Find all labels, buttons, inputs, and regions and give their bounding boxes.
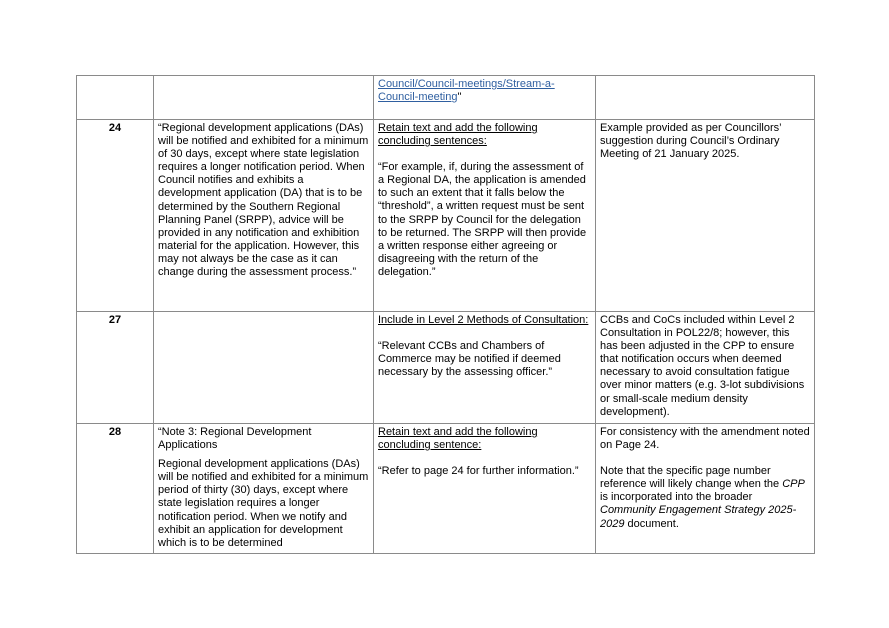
- cpp-term: CPP: [782, 478, 805, 491]
- table-row: [77, 424, 815, 554]
- current-text-cell: [154, 76, 374, 120]
- table-row: [77, 76, 815, 120]
- row-number: 28: [77, 424, 154, 554]
- proposed-change-cell: [374, 424, 596, 554]
- change-heading: Retain text and add the following concluding sentences:: [378, 122, 538, 148]
- change-text: “Relevant CCBs and Chambers of Commerce may be notified if deemed necessary by the assessing officer.”: [378, 340, 561, 379]
- row-number: 27: [77, 312, 154, 424]
- amendments-table: [76, 75, 815, 554]
- current-text: “Regional development applications (DAs) will be notified and exhibited for a minimum of 30 days, except where state legislation requires a longer notification period. When Council notifies and exhibits a development application (DA) that is to be determined by the Southern Regional Planning Panel (SRPP), advice will be provided in any notification and exhibition material for the application. However, this may not always be the case as it can change during the assessment process.”: [158, 122, 369, 279]
- reason-note-part: Note that the specific page number reference will likely change when the: [600, 465, 783, 491]
- current-heading: “Note 3: Regional Development Applications: [158, 426, 312, 452]
- proposed-change-cell: [374, 76, 596, 120]
- reason-cell: [596, 424, 815, 554]
- current-text-cell: [154, 312, 374, 424]
- strategy-document-title: Community Engagement Strategy 2025-2029: [600, 504, 797, 530]
- change-heading: Include in Level 2 Methods of Consultation:: [378, 314, 589, 326]
- reason-text: For consistency with the amendment noted on Page 24.: [600, 426, 810, 452]
- reason-note-part: is incorporated into the broader: [600, 491, 753, 504]
- proposed-change-cell: [374, 120, 596, 312]
- proposed-change-cell: [374, 312, 596, 424]
- stream-meeting-link[interactable]: Council/Council-meetings/Stream-a-Council-meeting: [378, 78, 555, 104]
- change-text: “Refer to page 24 for further information.”: [378, 465, 579, 478]
- table-row: [77, 120, 815, 312]
- reason-note-part: document.: [624, 517, 679, 530]
- row-number: 24: [77, 120, 154, 312]
- row-number-cell: [77, 76, 154, 120]
- reason-cell: [596, 312, 815, 424]
- reason-note: [600, 465, 810, 530]
- current-text-cell: [154, 120, 374, 312]
- table-row: [77, 312, 815, 424]
- link-closing-quote: ": [457, 91, 462, 104]
- reason-cell: [596, 76, 815, 120]
- change-text: “For example, if, during the assessment of a Regional DA, the application is amended to such an extent that it falls below the “threshold”, a written request must be sent to the SRPP by Council for the delegation to be returned. The SRPP will then provide a written response either agreeing or disagreeing with the return of the delegation.”: [378, 161, 587, 278]
- current-text-cell: [154, 424, 374, 554]
- reason-text: Example provided as per Councillors’ suggestion during Council’s Ordinary Meeting of 21 January 2025.: [600, 122, 782, 161]
- reason-text: CCBs and CoCs included within Level 2 Consultation in POL22/8; however, this has been adjusted in the CPP to ensure that notification occurs when deemed necessary to avoid consultation fatigue over minor matters (e.g. 3-lot subdivisions or small-scale medium density development).: [600, 314, 805, 418]
- change-heading: Retain text and add the following concluding sentence:: [378, 426, 538, 452]
- current-text: Regional development applications (DAs) will be notified and exhibited for a minimum period of thirty (30) days, except where state legislation requires a longer notification period. When we notify and exhibit an application for development which is to be determined: [158, 458, 369, 549]
- reason-cell: [596, 120, 815, 312]
